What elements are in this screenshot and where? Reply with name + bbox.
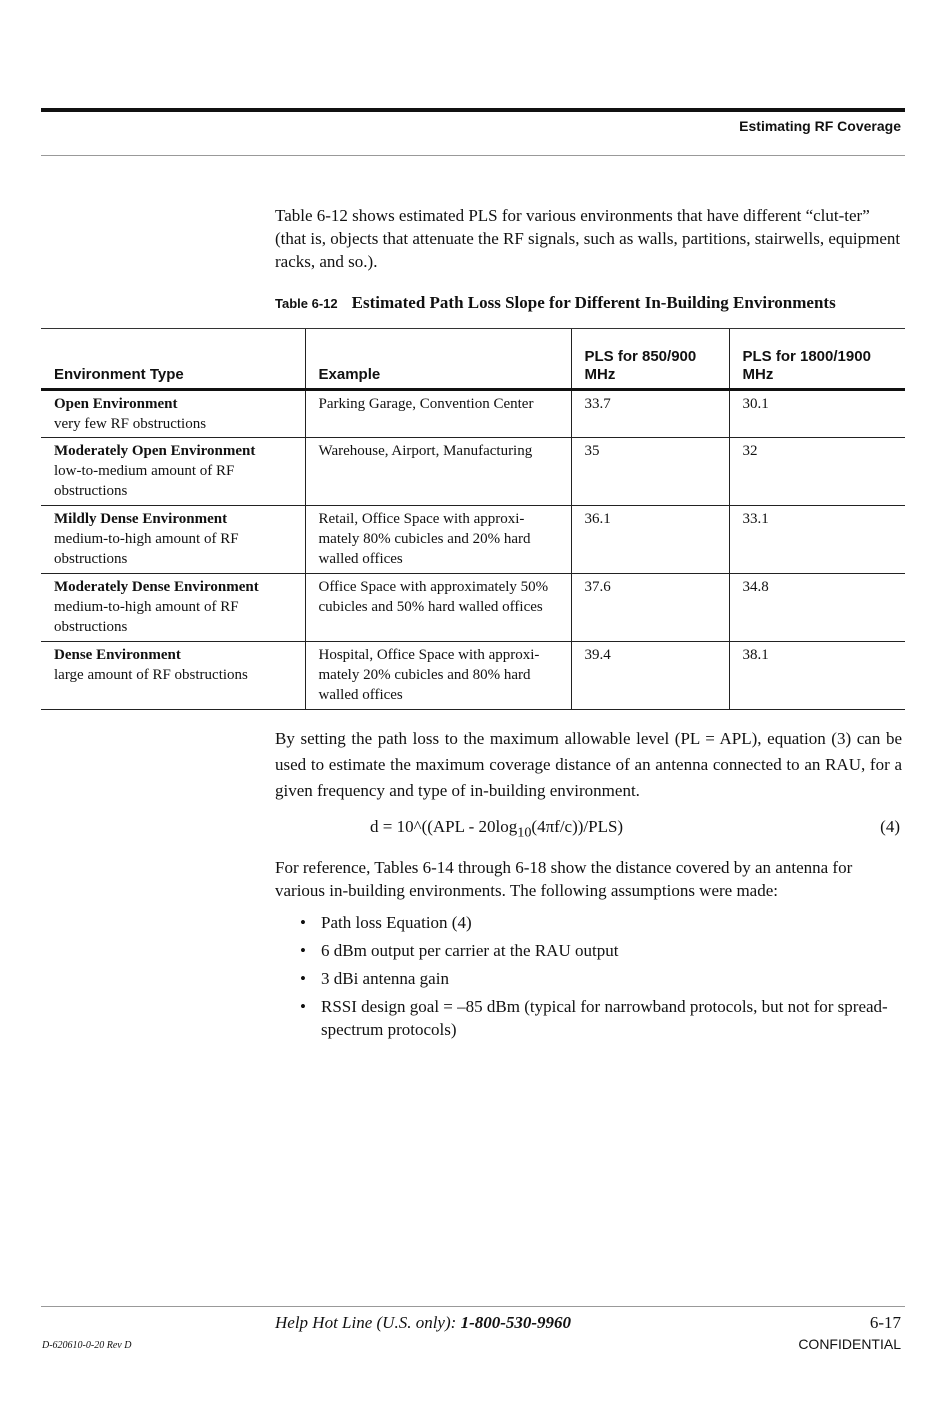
col-header-pls-850: PLS for 850/900 MHz bbox=[571, 329, 729, 390]
table-row bbox=[41, 642, 905, 710]
pls-1800-cell: 34.8 bbox=[729, 574, 905, 642]
table-row bbox=[41, 438, 905, 506]
env-cell bbox=[41, 642, 305, 710]
env-name: Mildly Dense Environment bbox=[54, 511, 228, 527]
env-desc: medium-to-high amount of RF obstructions bbox=[54, 599, 239, 635]
pls-1800-cell: 32 bbox=[729, 438, 905, 506]
env-desc: large amount of RF obstructions bbox=[54, 667, 248, 683]
header-rule bbox=[41, 155, 905, 156]
list-item-text: RSSI design goal = –85 dBm (typical for narrowband protocols, but not for spread-spectrum protocols) bbox=[321, 997, 888, 1039]
equation-subscript: 10 bbox=[517, 824, 532, 841]
env-name: Moderately Open Environment bbox=[54, 443, 256, 459]
equation-lhs: d = 10^((APL - 20log bbox=[370, 817, 518, 836]
env-name: Moderately Dense Environment bbox=[54, 579, 259, 595]
hotline-number: 1-800-530-9960 bbox=[460, 1313, 572, 1332]
col-header-pls-1800: PLS for 1800/1900 MHz bbox=[729, 329, 905, 390]
help-hotline bbox=[275, 1313, 571, 1333]
pls-850-cell: 36.1 bbox=[571, 506, 729, 574]
env-cell bbox=[41, 438, 305, 506]
equation bbox=[370, 817, 623, 841]
list-item bbox=[300, 967, 900, 990]
example-cell: Hospital, Office Space with approxi-mately 20% cubicles and 80% hard walled offices bbox=[305, 642, 571, 710]
table-caption-number: Table 6-12 bbox=[275, 296, 338, 311]
bullet-icon: • bbox=[300, 969, 306, 988]
env-cell bbox=[41, 390, 305, 438]
example-cell: Warehouse, Airport, Manufacturing bbox=[305, 438, 571, 506]
bullet-icon: • bbox=[300, 913, 306, 932]
confidential-label: CONFIDENTIAL bbox=[798, 1336, 901, 1352]
table-row bbox=[41, 506, 905, 574]
env-name: Dense Environment bbox=[54, 647, 181, 663]
list-item bbox=[300, 939, 900, 962]
env-cell bbox=[41, 574, 305, 642]
page-number: 6-17 bbox=[869, 1313, 901, 1332]
pls-850-cell: 33.7 bbox=[571, 390, 729, 438]
env-desc: very few RF obstructions bbox=[54, 416, 207, 432]
env-desc: low-to-medium amount of RF obstructions bbox=[54, 463, 235, 499]
example-cell: Retail, Office Space with approxi-mately 80% cubicles and 20% hard walled offices bbox=[305, 506, 571, 574]
pls-850-cell: 39.4 bbox=[571, 642, 729, 710]
pls-850-cell: 35 bbox=[571, 438, 729, 506]
env-desc: medium-to-high amount of RF obstructions bbox=[54, 531, 239, 567]
table-row bbox=[41, 390, 905, 438]
pls-table bbox=[41, 329, 905, 710]
col-header-example: Example bbox=[305, 329, 571, 390]
col-header-environment-type: Environment Type bbox=[41, 329, 305, 390]
example-cell: Office Space with approximately 50% cubicles and 50% hard walled offices bbox=[305, 574, 571, 642]
bullet-icon: • bbox=[300, 941, 306, 960]
list-item-text: 3 dBi antenna gain bbox=[321, 969, 449, 988]
list-item-text: 6 dBm output per carrier at the RAU output bbox=[321, 941, 619, 960]
footer-rule bbox=[41, 1306, 905, 1307]
list-item bbox=[300, 911, 900, 934]
body-paragraph-reference: For reference, Tables 6-14 through 6-18 show the distance covered by an antenna for various in-building environments. The following assumptions were made: bbox=[275, 858, 853, 900]
equation-rhs: (4πf/c))/PLS) bbox=[531, 817, 624, 836]
table-row bbox=[41, 574, 905, 642]
pls-1800-cell: 33.1 bbox=[729, 506, 905, 574]
bullet-icon: • bbox=[300, 997, 306, 1016]
table-body bbox=[41, 390, 905, 710]
document-id: D-620610-0-20 Rev D bbox=[42, 1340, 132, 1351]
env-cell bbox=[41, 506, 305, 574]
pls-850-cell: 37.6 bbox=[571, 574, 729, 642]
example-cell: Parking Garage, Convention Center bbox=[305, 390, 571, 438]
table-caption bbox=[275, 293, 902, 313]
running-header-title: Estimating RF Coverage bbox=[739, 118, 901, 134]
hotline-label: Help Hot Line (U.S. only): bbox=[275, 1313, 457, 1332]
env-name: Open Environment bbox=[54, 396, 178, 412]
assumptions-list bbox=[300, 911, 900, 1046]
intro-paragraph: Table 6-12 shows estimated PLS for various environments that have different “clut-ter” (that is, objects that attenuate the RF signals, such as walls, partitions, stairwells, equipment racks, and so.). bbox=[275, 206, 901, 271]
pls-1800-cell: 30.1 bbox=[729, 390, 905, 438]
table-header-row bbox=[41, 329, 905, 390]
table-caption-title: Estimated Path Loss Slope for Different In-Building Environments bbox=[351, 293, 836, 312]
header-top-rule bbox=[41, 108, 905, 112]
list-item-text: Path loss Equation (4) bbox=[321, 913, 472, 932]
body-paragraph-path-loss: By setting the path loss to the maximum allowable level (PL = APL), equation (3) can be used to estimate the maximum coverage distance of an antenna connected to an RAU, for a given frequency and type of in-building environment. bbox=[275, 729, 902, 800]
pls-1800-cell: 38.1 bbox=[729, 642, 905, 710]
equation-number: (4) bbox=[880, 817, 900, 836]
list-item bbox=[300, 995, 900, 1041]
